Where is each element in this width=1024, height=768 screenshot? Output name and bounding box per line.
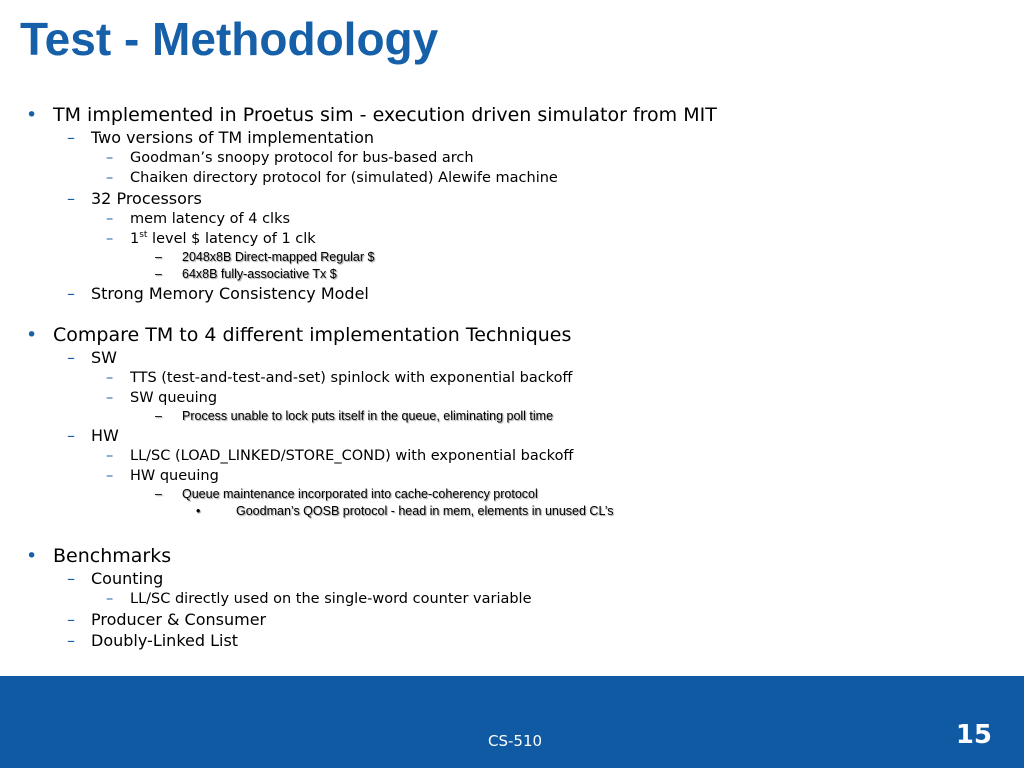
dash-marker: – — [106, 591, 114, 607]
dash-marker: – — [106, 448, 114, 464]
subsubbullet-text: LL/SC directly used on the single-word counter variable — [130, 591, 532, 607]
dash-marker: – — [106, 468, 114, 484]
dash-marker: – — [67, 610, 75, 629]
subsubbullet-text: TTS (test-and-test-and-set) spinlock with exponential backoff — [130, 370, 573, 386]
subsubbullet-text: LL/SC (LOAD_LINKED/STORE_COND) with exponential backoff — [130, 448, 574, 464]
subbullet-text: Strong Memory Consistency Model — [91, 284, 369, 303]
subbullet-counting — [0, 568, 1024, 589]
dash-marker: – — [106, 231, 114, 247]
slide-title: Test - Methodology — [20, 13, 439, 65]
detail-queue-maintenance — [0, 486, 1024, 503]
detail-text: Process unable to lock puts itself in the queue, eliminating poll time — [182, 409, 554, 423]
bullet-text: Benchmarks — [53, 545, 172, 567]
dash-marker: – — [106, 150, 114, 166]
bullet-text: TM implemented in Proetus sim - execution driven simulator from MIT — [53, 104, 717, 126]
subsubbullet-text: SW queuing — [130, 390, 218, 406]
subbullet-text: Producer & Consumer — [91, 610, 267, 629]
dash-marker: – — [67, 631, 75, 650]
detail-text: 2048x8B Direct-mapped Regular $ — [182, 250, 375, 264]
subsubbullet-text: Chaiken directory protocol for (simulated) Alewife machine — [130, 170, 558, 186]
subsubbullet-text: HW queuing — [130, 468, 219, 484]
detail-direct-mapped-cache — [0, 249, 1024, 266]
detail-qosb-protocol — [0, 503, 1024, 520]
section-gap — [0, 304, 1024, 323]
detail-text: Goodman’s QOSB protocol - head in mem, elements in unused CL’s — [236, 504, 614, 518]
subsubbullet-llsc — [0, 446, 1024, 466]
bullet-marker: • — [26, 545, 38, 567]
subsubbullet-counter-variable — [0, 589, 1024, 609]
dash-marker: – — [155, 409, 162, 423]
ordinal-suffix: st — [139, 230, 148, 241]
subsubbullet-sw-queuing — [0, 388, 1024, 408]
subbullet-text: HW — [91, 426, 119, 445]
subbullet-text: SW — [91, 348, 117, 367]
dash-marker: – — [67, 128, 75, 147]
subsubbullet-tts-spinlock — [0, 368, 1024, 388]
dash-marker: – — [106, 170, 114, 186]
section-gap — [0, 520, 1024, 544]
subbullet-consistency-model — [0, 283, 1024, 304]
subsubbullet-hw-queuing — [0, 466, 1024, 486]
subbullet-doubly-linked-list — [0, 630, 1024, 651]
subbullet-producer-consumer — [0, 609, 1024, 630]
subsubbullet-text: mem latency of 4 clks — [130, 211, 291, 227]
bullet-marker: • — [26, 324, 38, 346]
bullet-benchmarks — [0, 544, 1024, 568]
bullet-proteus-sim — [0, 103, 1024, 127]
dash-marker: – — [155, 487, 162, 501]
dash-marker: – — [106, 211, 114, 227]
bullet-text: Compare TM to 4 different implementation Techniques — [53, 324, 572, 346]
detail-tx-cache — [0, 266, 1024, 283]
detail-sw-queue-process — [0, 408, 1024, 425]
bullet-marker: • — [26, 104, 38, 126]
slide-number: 15 — [955, 720, 992, 750]
detail-text: Queue maintenance incorporated into cache-coherency protocol — [182, 487, 538, 501]
dash-marker: – — [155, 250, 162, 264]
dash-marker: – — [106, 390, 114, 406]
detail-text: 64x8B fully-associative Tx $ — [182, 267, 337, 281]
subbullet-sw — [0, 347, 1024, 368]
subsubbullet-text: Goodman’s snoopy protocol for bus-based arch — [130, 150, 474, 166]
footer-bar — [0, 676, 1024, 768]
dash-marker: – — [106, 370, 114, 386]
subbullet-tm-versions — [0, 127, 1024, 148]
subsubbullet-chaiken-directory — [0, 168, 1024, 188]
dash-marker: – — [155, 267, 162, 281]
subbullet-processors — [0, 188, 1024, 209]
dash-marker: – — [67, 426, 75, 445]
ordinal-number: 1 — [130, 231, 140, 247]
subbullet-text: Counting — [91, 569, 164, 588]
subbullet-hw — [0, 425, 1024, 446]
dash-marker: – — [67, 284, 75, 303]
course-code: CS-510 — [488, 732, 543, 750]
subsubbullet-goodman-snoopy — [0, 148, 1024, 168]
bullet-compare-techniques — [0, 323, 1024, 347]
dash-marker: – — [67, 189, 75, 208]
subsubbullet-mem-latency — [0, 209, 1024, 229]
cache-latency-text: level $ latency of 1 clk — [147, 231, 316, 247]
subsubbullet-text — [130, 229, 316, 249]
subsubbullet-cache-latency — [0, 229, 1024, 249]
slide-body — [0, 103, 1024, 651]
dash-marker: – — [67, 569, 75, 588]
dash-marker: – — [67, 348, 75, 367]
subbullet-text: Doubly-Linked List — [91, 631, 239, 650]
subbullet-text: Two versions of TM implementation — [91, 128, 375, 147]
dot-marker: • — [196, 504, 201, 518]
subbullet-text: 32 Processors — [91, 189, 202, 208]
